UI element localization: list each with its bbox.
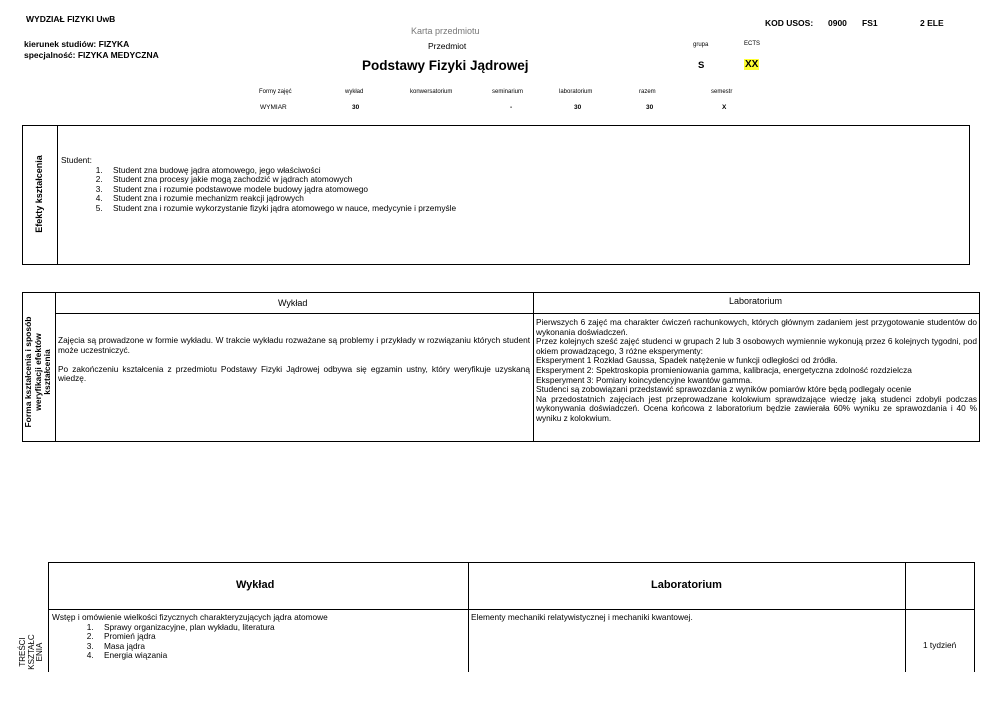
forms-head: Formy zajęć <box>259 89 292 95</box>
content-lecture-item-4: 4. Energia wiązania <box>96 651 462 661</box>
grupa-label: grupa <box>693 42 709 48</box>
content-lecture-text <box>52 613 462 661</box>
content-week: 1 tydzień <box>923 640 957 650</box>
effects-intro: Student: <box>61 155 92 165</box>
col-label-semestr: semestr <box>711 89 733 95</box>
effects-side-label: Efekty kształcenia <box>34 155 44 233</box>
content-lecture-item-1: 1. Sprawy organizacyjne, plan wykładu, literatura <box>96 623 462 633</box>
effects-content <box>61 156 941 214</box>
effect-item-1: 1. Student zna budowę jądra atomowego, jego właściwości <box>105 166 941 176</box>
effect-item-3: 3. Student zna i rozumie podstawowe modele budowy jądra atomowego <box>105 185 941 195</box>
verification-lab-head: Laboratorium <box>729 296 783 306</box>
col-label-laboratorium: laboratorium <box>559 89 593 95</box>
subject-name: Podstawy Fizyki Jądrowej <box>362 58 529 73</box>
effect-item-4: 4. Student zna i rozumie mechanizm reakcji jądrowych <box>105 194 941 204</box>
content-lecture-head: Wykład <box>236 579 275 591</box>
col-label-seminarium: seminarium <box>492 89 524 95</box>
ects-value: XX <box>745 59 759 70</box>
content-lecture-item-2: 2. Promień jądra <box>96 632 462 642</box>
col-label-konwersatorium: konwersatorium <box>410 89 453 95</box>
col-value-seminarium: - <box>510 104 513 111</box>
usos-code: 0900 <box>828 18 847 28</box>
content-lab-text: Elementy mechaniki relatywistycznej i mechaniki kwantowej. <box>471 612 693 622</box>
usos-fs: FS1 <box>862 18 878 28</box>
verification-lab-text: Pierwszych 6 zajęć ma charakter ćwiczeń rachunkowych, których głównym zadaniem jest przygotowanie studentów do wykonania doświadczeń. Przez kolejnych sześć zajęć studenci w grupach 2 lub 3 osobowych wymiennie wykonują przez 6 kolejnych tygodni, pod okiem prowadzącego, 3 różne eksperymenty: Eksperyment 1 Rozkład Gaussa, Spadek natężenie w funkcji odległości od źródła. Eksperyment 2: Spektroskopia promieniowania gamma, kalibracja, energetyczna zdolność rozdzielcza Eksperyment 3: Pomiary koincydencyjne kwantów gamma. Studenci są zobowiązani przedstawić sprawozdania z wyników pomiarów które będą podlegały ocenie Na przedostatnich zajęciach jest przeprowadzane kolokwium sprawdzające wiedzę jaką studenci zdobyli podczas wykonywania doświadczeń. Ocena końcowa z laboratorium będzie zawierała 60% wyniku ze sprawozdania i 40 % wyniku z kolokwium. <box>536 317 977 423</box>
usos-label: KOD USOS: <box>765 18 814 28</box>
card-label: Karta przedmiotu <box>411 26 480 36</box>
content-lab-head: Laboratorium <box>651 579 722 591</box>
lecture-paragraph-1: Zajęcia są prowadzone w formie wykładu. W trakcie wykładu rozważane są problemy i przykłady w rozwiązaniu których student może uczestniczyć. <box>58 335 530 355</box>
col-value-razem: 30 <box>646 104 654 111</box>
field-of-study: kierunek studiów: FIZYKA <box>24 39 130 49</box>
specialization: specjalność: FIZYKA MEDYCZNA <box>24 50 159 60</box>
faculty-name: WYDZIAŁ FIZYKI UwB <box>26 14 116 24</box>
ele-code: 2 ELE <box>920 18 944 28</box>
verification-lecture-text <box>58 336 530 384</box>
content-side-label: TREŚCI KSZTAŁC ENIA <box>18 634 44 670</box>
grupa-value: S <box>698 60 705 71</box>
content-lecture-intro: Wstęp i omówienie wielkości fizycznych charakteryzujących jądra atomowe <box>52 612 328 622</box>
ects-label: ECTS <box>744 41 761 47</box>
verification-lecture-head: Wykład <box>278 298 308 308</box>
col-value-wyklad: 30 <box>352 104 360 111</box>
col-label-wyklad: wykład <box>345 89 364 95</box>
content-lecture-item-3: 3. Masa jądra <box>96 642 462 652</box>
effect-item-5: 5. Student zna i rozumie wykorzystanie fizyki jądra atomowego w nauce, medycynie i przemyśle <box>105 204 941 214</box>
col-value-semestr: X <box>722 104 727 111</box>
verification-side-label: Forma kształcenia i sposób weryfikacji efektów kształcenia <box>23 316 52 428</box>
subject-label: Przedmiot <box>428 41 467 51</box>
col-value-laboratorium: 30 <box>574 104 582 111</box>
col-label-razem: razem <box>639 89 656 95</box>
effect-item-2: 2. Student zna procesy jakie mogą zachodzić w jądrach atomowych <box>105 175 941 185</box>
forms-row-label: WYMIAR <box>260 104 287 111</box>
lecture-paragraph-2: Po zakończeniu kształcenia z przedmiotu Podstawy Fizyki Jądrowej odbywa się egzamin ustny, który weryfikuje uzyskaną wiedzę. <box>58 363 530 384</box>
